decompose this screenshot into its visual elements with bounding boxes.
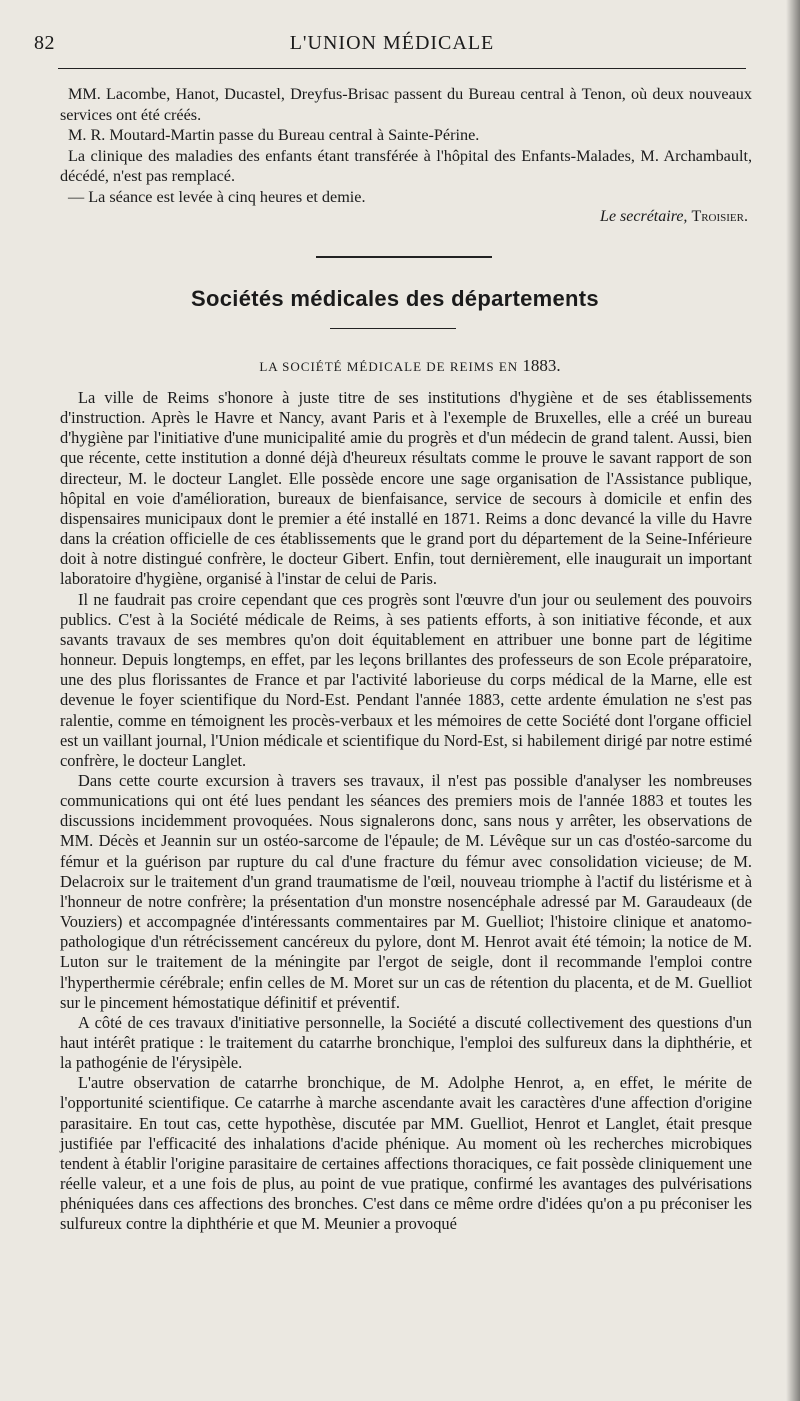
article-title [0,356,800,376]
section-divider-bottom [330,328,456,329]
article-body [60,388,752,1235]
body-paragraph: Dans cette courte excursion à travers ses travaux, il n'est pas possible d'analyser les nombreuses communications qui ont été lues pendant les séances des premiers mois de l'année 1883 et toutes les discussions incidemment provoquées. Nous signalerons donc, sans nous y arrêter, les observations de MM. Décès et Jeannin sur un ostéo-sarcome de l'épaule; de M. Lévêque sur un cas d'ostéo-sarcome du fémur et la guérison par rupture du cal d'une fracture du fémur avec consolidation vicieuse; de M. Delacroix sur le traitement d'un grand traumatisme de l'œil, nouveau triomphe à l'actif du listérisme et à l'honneur de notre confrère; la présentation d'un monstre nosencéphale adressé par M. Garaudeaux (de Vouziers) et accompagnée d'intéressants commentaires par M. Guelliot; l'histoire clinique et anatomo-pathologique d'un rétrécissement cancéreux du pylore, dont M. Henrot avait été témoin; la notice de M. Luton sur le traitement de la méningite par l'ergot de seigle, dont il recommande l'emploi contre l'hyperthermie cérébrale; enfin celles de M. Moret sur un cas de rétention du placenta, et de M. Guelliot sur le pincement hémostatique définitif et préventif. [60,770,752,1012]
page-edge-shadow [786,0,800,1401]
body-paragraph: La ville de Reims s'honore à juste titre de ses institutions d'hygiène et de ses établissements d'instruction. Après le Havre et Nancy, avant Paris et à l'exemple de Bruxelles, elle a créé un bureau d'hygiène par l'initiative d'une municipalité amie du progrès et d'un médecin de grand talent. Aussi, bien que récente, cette institution a donné déjà d'heureux résultats comme le prouve le savant rapport de son directeur, M. le docteur Langlet. Elle possède encore une sage organisation de l'Assistance publique, hôpital en voie d'amélioration, bureaux de bienfaisance, service de secours à domicile et enfin des dispensaires municipaux dont le premier a été installé en 1871. Reims a donc devancé la ville du Havre dans la création officielle de ces établissements que le grand port du département de la Seine-Inférieure doit à notre distingué confrère, le docteur Gibert. Enfin, tout dernièrement, elle inaugurait un important laboratoire d'hygiène, organisé à l'instar de celui de Paris. [60,388,752,589]
body-paragraph: L'autre observation de catarrhe bronchique, de M. Adolphe Henrot, a, en effet, le mérite de l'opportunité scientifique. Ce catarrhe à marche ascendante avait les caractères d'une affection d'origine parasitaire. En tout cas, cette hypothèse, discutée par MM. Guelliot, Henrot et Langlet, était presque justifiée par l'efficacité des inhalations d'acide phénique. Au moment où les recherches microbiques tendent à établir l'origine parasitaire de certaines affections thoraciques, ce fait possède cliniquement une réelle valeur, et a une fois de plus, au point de vue pratique, confirmé les avantages des pulvérisations phéniquées dans ces affections des bronches. C'est dans ce même ordre d'idées qu'on a pu préconiser les sulfureux contre la diphthérie et que M. Meunier a provoqué [60,1073,752,1234]
article-title-text: LA SOCIÉTÉ MÉDICALE DE REIMS EN [259,359,519,374]
announcement-paragraph: M. R. Moutard-Martin passe du Bureau central à Sainte-Périne. [68,126,480,145]
section-title: Sociétés médicales des départements [191,286,599,311]
announcement-paragraph: MM. Lacombe, Hanot, Ducastel, Dreyfus-Brisac passent du Bureau central à Tenon, où deux nouveaux services ont été créés. [60,85,752,124]
session-close-line: — La séance est levée à cinq heures et demie. [68,187,366,206]
announcement-paragraph: La clinique des maladies des enfants étant transférée à l'hôpital des Enfants-Malades, M. Archambault, décédé, n'est pas remplacé. [60,146,752,186]
announcements-block [60,84,752,208]
signature-role: Le secrétaire, [600,208,688,225]
body-paragraph: Il ne faudrait pas croire cependant que ces progrès sont l'œuvre d'un jour ou seulement des pouvoirs publics. C'est à la Société médicale de Reims, à ses patients efforts, à son initiative féconde, et aux savants travaux de ses membres qu'on doit équitablement en attribuer une bonne part de légitime honneur. Depuis longtemps, en effet, par les leçons brillantes des professeurs de son Ecole préparatoire, une des plus florissantes de France et par l'activité laborieuse du corps médical de la Marne, elle est devenue le foyer scientifique du Nord-Est. Pendant l'année 1883, cette ardente émulation ne s'est pas ralentie, comme en témoignent les procès-verbaux et les mémoires de cette Société dont l'organe officiel est un vaillant journal, l'Union médicale et scientifique du Nord-Est, si habilement dirigé par notre estimé confrère, le docteur Langlet. [60,589,752,770]
running-title: L'UNION MÉDICALE [289,32,495,54]
body-paragraph: A côté de ces travaux d'initiative personnelle, la Société a discuté collectivement des questions d'un haut intérêt pratique : le traitement du catarrhe bronchique, l'emploi des sulfureux dans la diphthérie, et la pathogénie de l'érysipèle. [60,1012,752,1073]
page-number: 82 [34,32,55,54]
header-rule [58,68,746,69]
page-header [34,30,750,60]
article-year: 1883. [522,356,561,375]
signature-name: Troisier. [691,208,748,225]
section-divider-top [316,256,492,258]
signature [600,208,748,226]
